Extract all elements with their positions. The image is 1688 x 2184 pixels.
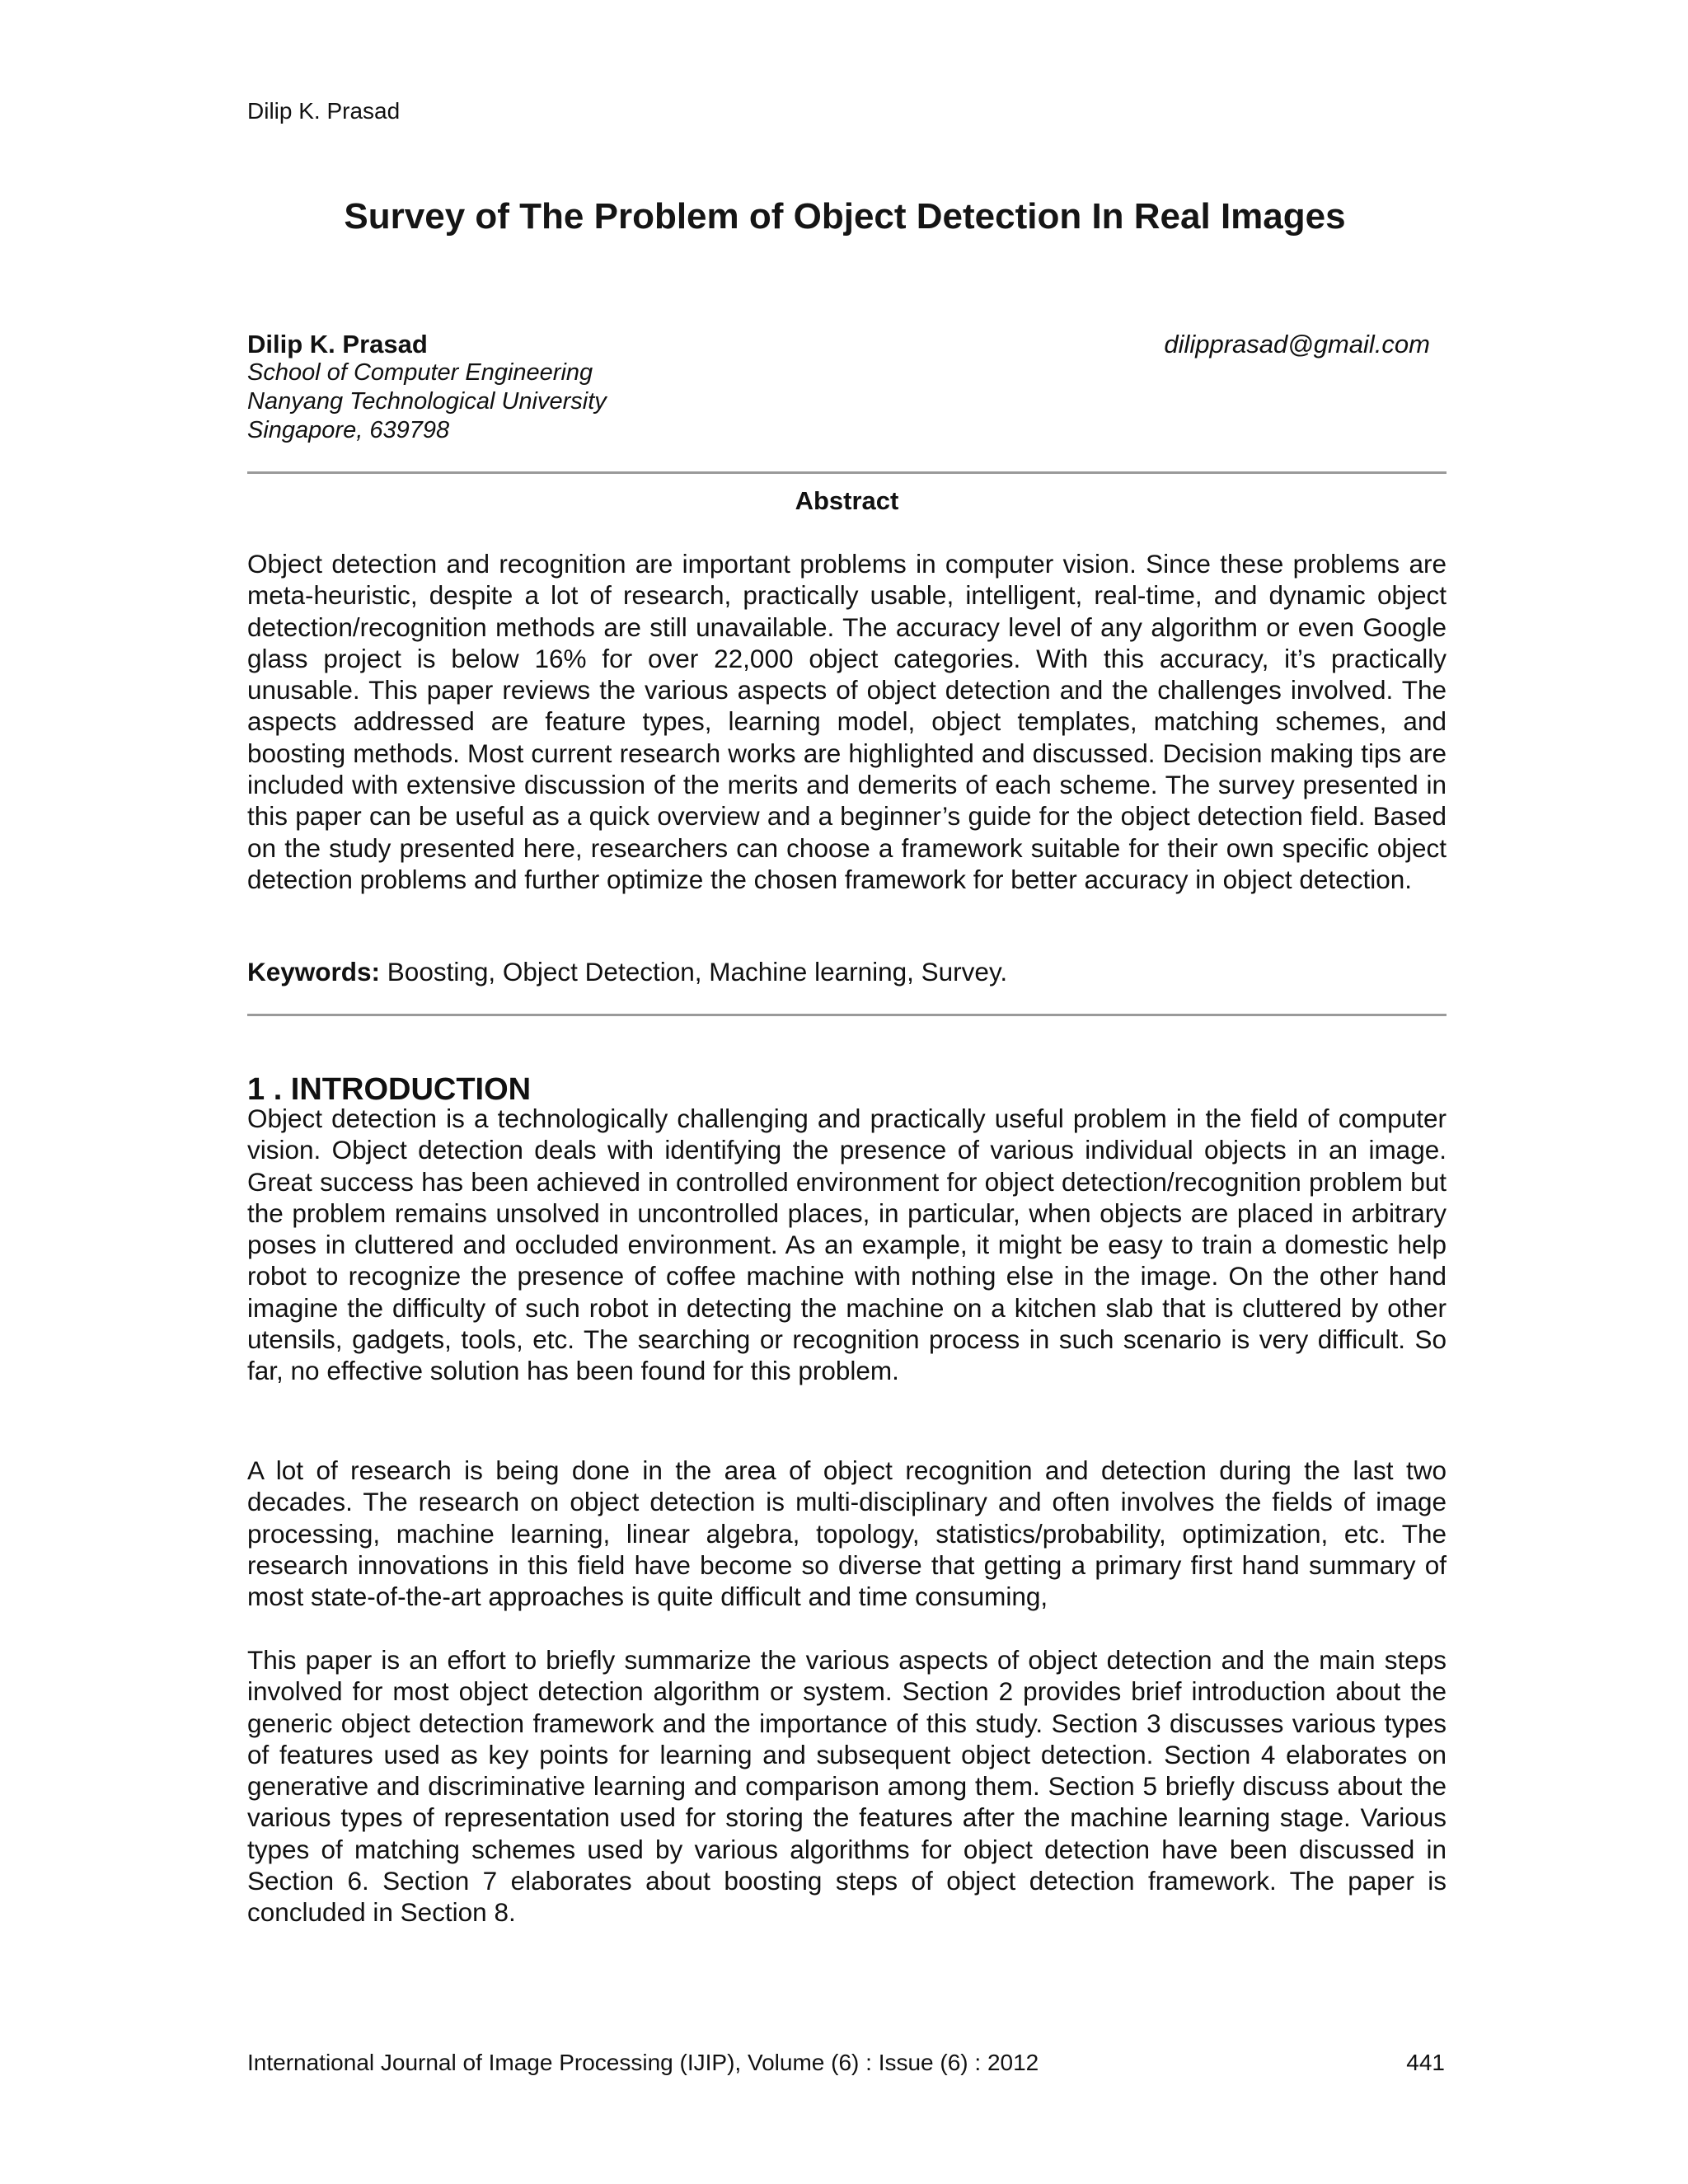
keywords-text: Boosting, Object Detection, Machine learning, Survey. bbox=[380, 957, 1008, 987]
page-number: 441 bbox=[1406, 2050, 1445, 2075]
footer-journal: International Journal of Image Processing (IJIP), Volume (6) : Issue (6) : 2012 bbox=[247, 2050, 1039, 2075]
intro-paragraph-1: Object detection is a technologically challenging and practically useful problem in the field of computer vision. Object detection deals with identifying the presence of various individual objects in an image. Great success has been achieved in controlled environment for object detection/recognition problem but the problem remains unsolved in uncontrolled places, in particular, when objects are placed in arbitrary poses in cluttered and occluded environment. As an example, it might be easy to train a domestic help robot to recognize the presence of coffee machine with nothing else in the image. On the other hand imagine the difficulty of such robot in detecting the machine on a kitchen slab that is cluttered by other utensils, gadgets, tools, etc. The searching or recognition process in such scenario is very difficult. So far, no effective solution has been found for this problem. bbox=[247, 1104, 1447, 1386]
author-name: Dilip K. Prasad bbox=[247, 330, 428, 359]
author-block bbox=[247, 330, 1447, 445]
paper-title: Survey of The Problem of Object Detection In Real Images bbox=[344, 196, 1346, 237]
abstract-heading: Abstract bbox=[795, 486, 899, 515]
intro-paragraph-2: A lot of research is being done in the area of object recognition and detection during the last two decades. The research on object detection is multi-disciplinary and often involves the fields of image processing, machine learning, linear algebra, topology, statistics/probability, optimization, etc. The research innovations in this field have become so diverse that getting a primary first hand summary of most state-of-the-art approaches is quite difficult and time consuming, bbox=[247, 1455, 1447, 1612]
affiliation-school: School of Computer Engineering bbox=[247, 359, 593, 386]
keywords-label: Keywords: bbox=[247, 957, 381, 987]
section-heading-introduction: 1 . INTRODUCTION bbox=[247, 1072, 532, 1107]
running-head: Dilip K. Prasad bbox=[247, 98, 401, 124]
affiliation-location: Singapore, 639798 bbox=[247, 417, 450, 443]
abstract-text: Object detection and recognition are important problems in computer vision. Since these problems are meta-heuristic, despite a lot of research, practically usable, intelligent, real-time, and dynamic object detection/recognition methods are still unavailable. The accuracy level of any algorithm or even Google glass project is below 16% for over 22,000 object categories. With this accuracy, it’s practically unusable. This paper reviews the various aspects of object detection and the challenges involved. The aspects addressed are feature types, learning model, object templates, matching schemes, and boosting methods. Most current research works are highlighted and discussed. Decision making tips are included with extensive discussion of the merits and demerits of each scheme. The survey presented in this paper can be useful as a quick overview and a beginner’s guide for the object detection field. Based on the study presented here, researchers can choose a framework suitable for their own specific object detection problems and further optimize the chosen framework for better accuracy in object detection. bbox=[247, 549, 1447, 894]
affiliation-university: Nanyang Technological University bbox=[247, 388, 607, 415]
intro-paragraph-3: This paper is an effort to briefly summarize the various aspects of object detection and the main steps involved for most object detection algorithm or system. Section 2 provides brief introduction about the generic object detection framework and the importance of this study. Section 3 discusses various types of features used as key points for learning and subsequent object detection. Section 4 elaborates on generative and discriminative learning and comparison among them. Section 5 briefly discuss about the various types of representation used for storing the features after the machine learning stage. Various types of matching schemes used by various algorithms for object detection have been discussed in Section 6. Section 7 elaborates about boosting steps of object detection framework. The paper is concluded in Section 8. bbox=[247, 1645, 1447, 1928]
keywords-line bbox=[247, 956, 1447, 987]
top-divider bbox=[247, 471, 1447, 474]
author-email: dilipprasad@gmail.com bbox=[1164, 330, 1430, 359]
bottom-divider bbox=[247, 1014, 1447, 1016]
